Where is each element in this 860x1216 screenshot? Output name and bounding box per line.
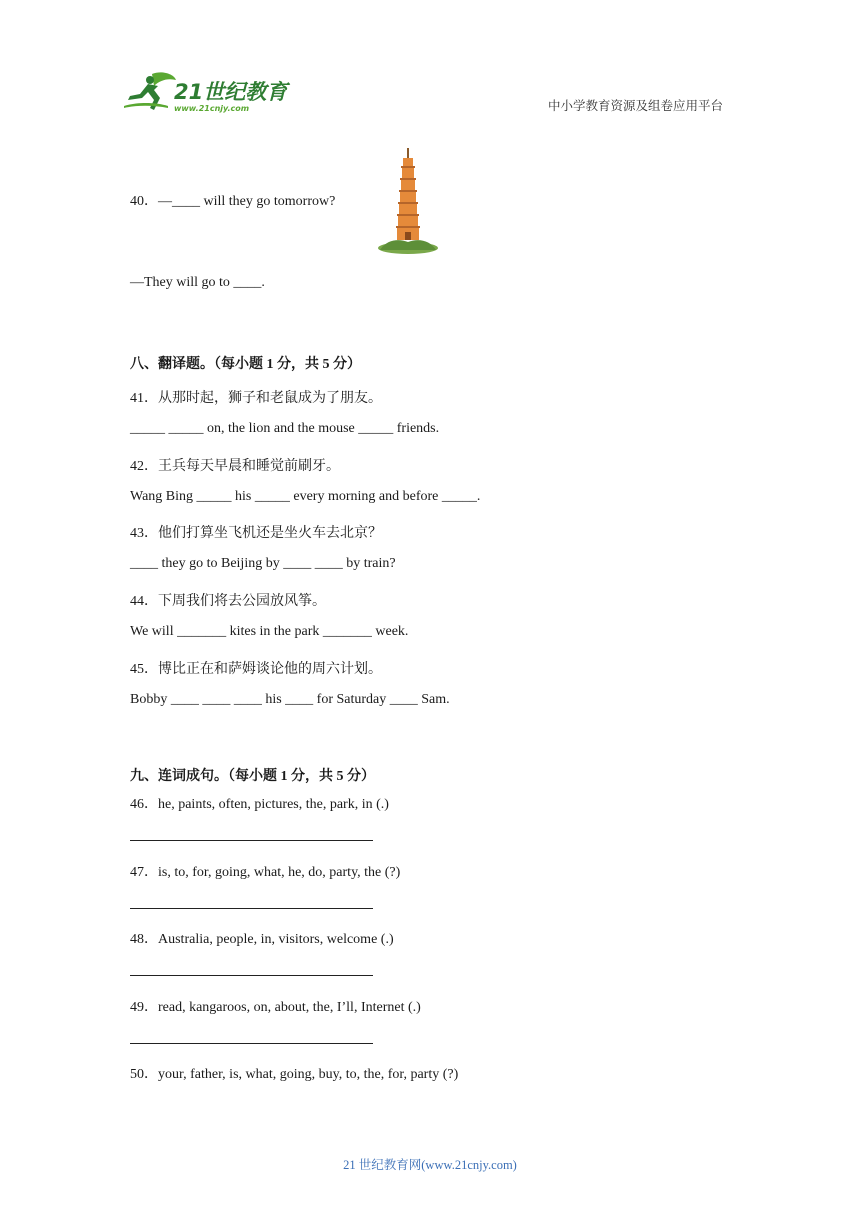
section8-title: 八、翻译题。（每小题 1 分，共 5 分）	[130, 357, 361, 372]
q46-answer-line	[130, 840, 373, 841]
q40-question: 40．—____ will they go tomorrow?	[130, 194, 336, 209]
q49-answer-line	[130, 1043, 373, 1044]
q41-chinese: 41．从那时起，狮子和老鼠成为了朋友。	[130, 391, 382, 406]
pagoda-icon	[376, 146, 440, 256]
page-footer[interactable]: 21 世纪教育网(www.21cnjy.com)	[343, 1158, 517, 1172]
svg-text:21世纪教育: 21世纪教育	[174, 80, 288, 104]
q40-answer: —They will go to ____.	[130, 275, 265, 290]
section9-title: 九、连词成句。（每小题 1 分，共 5 分）	[130, 769, 375, 784]
svg-text:www.21cnjy.com: www.21cnjy.com	[174, 104, 250, 113]
q49-words: 49．read, kangaroos, on, about, the, I’ll, Internet (.)	[130, 1000, 421, 1015]
q46-words: 46．he, paints, often, pictures, the, park, in (.)	[130, 797, 389, 812]
q45-chinese: 45．博比正在和萨姆谈论他的周六计划。	[130, 662, 382, 677]
q48-answer-line	[130, 975, 373, 976]
platform-tagline: 中小学教育资源及组卷应用平台	[548, 99, 724, 113]
q44-chinese: 44．下周我们将去公园放风筝。	[130, 594, 326, 609]
q42-english: Wang Bing _____ his _____ every morning and before _____.	[130, 489, 481, 504]
q47-answer-line	[130, 908, 373, 909]
q50-words: 50．your, father, is, what, going, buy, to, the, for, party (?)	[130, 1067, 459, 1082]
pagoda-image	[376, 146, 440, 256]
q47-words: 47．is, to, for, going, what, he, do, party, the (?)	[130, 865, 401, 880]
q44-english: We will _______ kites in the park _______ week.	[130, 624, 409, 639]
q42-chinese: 42．王兵每天早晨和睡觉前刷牙。	[130, 459, 340, 474]
runner-logo-icon	[122, 68, 292, 116]
site-logo	[122, 68, 292, 116]
q45-english: Bobby ____ ____ ____ his ____ for Saturday ____ Sam.	[130, 692, 450, 707]
q41-english: _____ _____ on, the lion and the mouse _____ friends.	[130, 421, 440, 436]
q48-words: 48．Australia, people, in, visitors, welcome (.)	[130, 932, 394, 947]
q43-english: ____ they go to Beijing by ____ ____ by train?	[130, 556, 396, 571]
q43-chinese: 43．他们打算坐飞机还是坐火车去北京？	[130, 526, 382, 541]
